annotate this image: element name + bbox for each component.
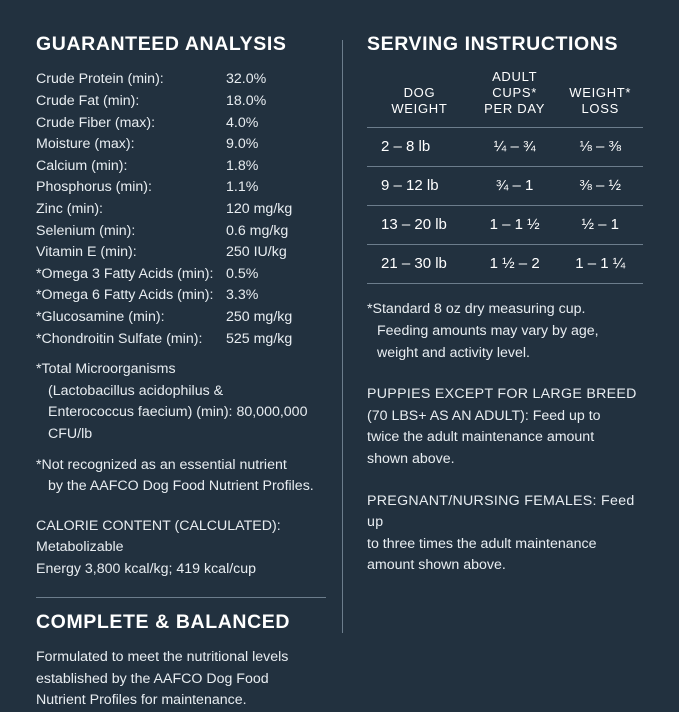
nutrient-label: *Glucosamine (min): [36,308,165,325]
cell-adult-cups: ¼ – ¾ [472,128,558,167]
list-item [36,242,326,264]
table-row [367,128,643,167]
nutrient-label: *Chondroitin Sulfate (min): [36,330,203,347]
cell-dog-weight: 21 – 30 lb [367,245,472,284]
feeding-table [367,69,643,284]
list-item [36,264,326,286]
nutrient-value: 4.0% [226,114,259,131]
note-line-1: *Standard 8 oz dry measuring cup. [367,301,586,318]
column-header-weight-loss [557,69,643,128]
nutrient-label: Phosphorus (min): [36,179,152,196]
cell-dog-weight: 9 – 12 lb [367,167,472,206]
nutrient-label: Vitamin E (min): [36,244,137,261]
list-item [36,329,326,351]
list-item [36,91,326,113]
pregnant-line-1: PREGNANT/NURSING FEMALES: Feed up [367,492,635,531]
puppies-paragraph [367,384,643,470]
list-item [36,156,326,178]
calorie-line-1: CALORIE CONTENT (CALCULATED): Metabolizable [36,517,281,556]
header-line-2: WEIGHT [391,101,448,117]
list-item [36,113,326,135]
nutrient-value: 525 mg/kg [226,330,293,347]
header-line-2: LOSS [581,101,619,117]
nutrient-value: 0.6 mg/kg [226,222,289,239]
complete-line-3: Nutrient Profiles for maintenance. [36,692,247,709]
puppies-line-2: (70 LBS+ AS AN ADULT): Feed up to [367,407,601,424]
list-item [36,177,326,199]
list-item [36,199,326,221]
header-line-1: ADULT CUPS* [492,69,538,101]
section-divider [36,597,326,598]
nutrient-value: 18.0% [226,93,267,110]
complete-balanced-title: COMPLETE & BALANCED [36,610,291,633]
microorganisms-line-2: (Lactobacillus acidophilus & [48,382,224,399]
nutrient-label: Crude Fiber (max): [36,114,156,131]
nutrient-label: Zinc (min): [36,201,103,217]
header-line-1: DOG [403,85,436,101]
list-item [36,69,326,91]
table-row [367,206,643,245]
microorganisms-label: Enterococcus faecium) (min): [48,404,233,421]
cell-adult-cups: 1 ½ – 2 [472,245,558,284]
calorie-content-block [36,516,326,581]
column-header-dog-weight [367,69,472,128]
list-item [36,285,326,307]
table-row [367,245,643,284]
cell-dog-weight: 13 – 20 lb [367,206,472,245]
nutrient-value: 250 IU/kg [226,244,287,261]
puppies-line-4: shown above. [367,451,455,467]
pregnant-line-2: to three times the adult maintenance [367,535,597,552]
nutrient-label: Calcium (min): [36,157,128,174]
list-item [36,307,326,329]
microorganisms-line-1: *Total Microorganisms [36,361,176,378]
nutrient-footnote [36,455,326,498]
nutrient-value: 32.0% [226,71,267,88]
list-item [36,221,326,243]
cell-weight-loss: ⅜ – ½ [557,167,643,206]
nutrient-label: Crude Protein (min): [36,71,164,88]
cell-adult-cups: ¾ – 1 [472,167,558,206]
puppies-line-1: PUPPIES EXCEPT FOR LARGE BREED [367,386,637,403]
guaranteed-analysis-column [36,33,342,709]
nutrient-label: Moisture (max): [36,136,135,153]
table-header-row [367,69,643,128]
puppies-line-3: twice the adult maintenance amount [367,429,595,446]
nutrient-label: *Omega 6 Fatty Acids (min): [36,287,214,304]
nutrient-label: *Omega 3 Fatty Acids (min): [36,265,214,282]
microorganisms-value: 80,000,000 CFU/lb [48,404,308,442]
column-header-adult-cups [472,69,558,128]
footnote-line-2: by the AAFCO Dog Food Nutrient Profiles. [48,478,314,495]
guaranteed-analysis-title: GUARANTEED ANALYSIS [36,33,287,55]
pregnant-nursing-paragraph [367,491,643,577]
complete-balanced-body [36,647,326,712]
complete-line-2: established by the AAFCO Dog Food [36,670,269,687]
nutrient-value: 250 mg/kg [226,308,293,325]
serving-instructions-column [343,34,643,659]
nutrient-label: Selenium (min): [36,222,136,239]
header-line-2: PER DAY [484,101,546,117]
nutrient-value: 120 mg/kg [226,201,293,217]
nutrient-value: 1.8% [226,157,259,174]
nutrient-label: Crude Fat (min): [36,93,140,110]
cell-weight-loss: ½ – 1 [557,206,643,245]
nutrient-value: 9.0% [226,136,259,153]
table-row [367,167,643,206]
header-line-1: WEIGHT* [569,85,632,101]
footnote-line-1: *Not recognized as an essential nutrient [36,456,287,473]
note-line-3: weight and activity level. [377,344,530,361]
pregnant-line-3: amount shown above. [367,557,506,574]
nutrient-value: 0.5% [226,265,259,282]
microorganisms-line-3 [36,402,326,445]
cell-dog-weight: 2 – 8 lb [367,128,472,167]
calorie-line-2: Energy 3,800 kcal/kg; 419 kcal/cup [36,560,257,577]
measuring-cup-note [367,299,643,364]
note-line-2: Feeding amounts may vary by age, [377,323,599,340]
cell-weight-loss: ⅛ – ⅜ [557,128,643,167]
cell-weight-loss: 1 – 1 ¼ [557,245,643,284]
serving-instructions-title: SERVING INSTRUCTIONS [367,33,619,55]
list-item [36,134,326,156]
microorganisms-block [36,359,326,445]
cell-adult-cups: 1 – 1 ½ [472,206,558,245]
nutrient-value: 1.1% [226,179,259,196]
complete-line-1: Formulated to meet the nutritional levels [36,648,289,665]
guaranteed-analysis-list [36,69,326,350]
nutrient-value: 3.3% [226,287,259,304]
